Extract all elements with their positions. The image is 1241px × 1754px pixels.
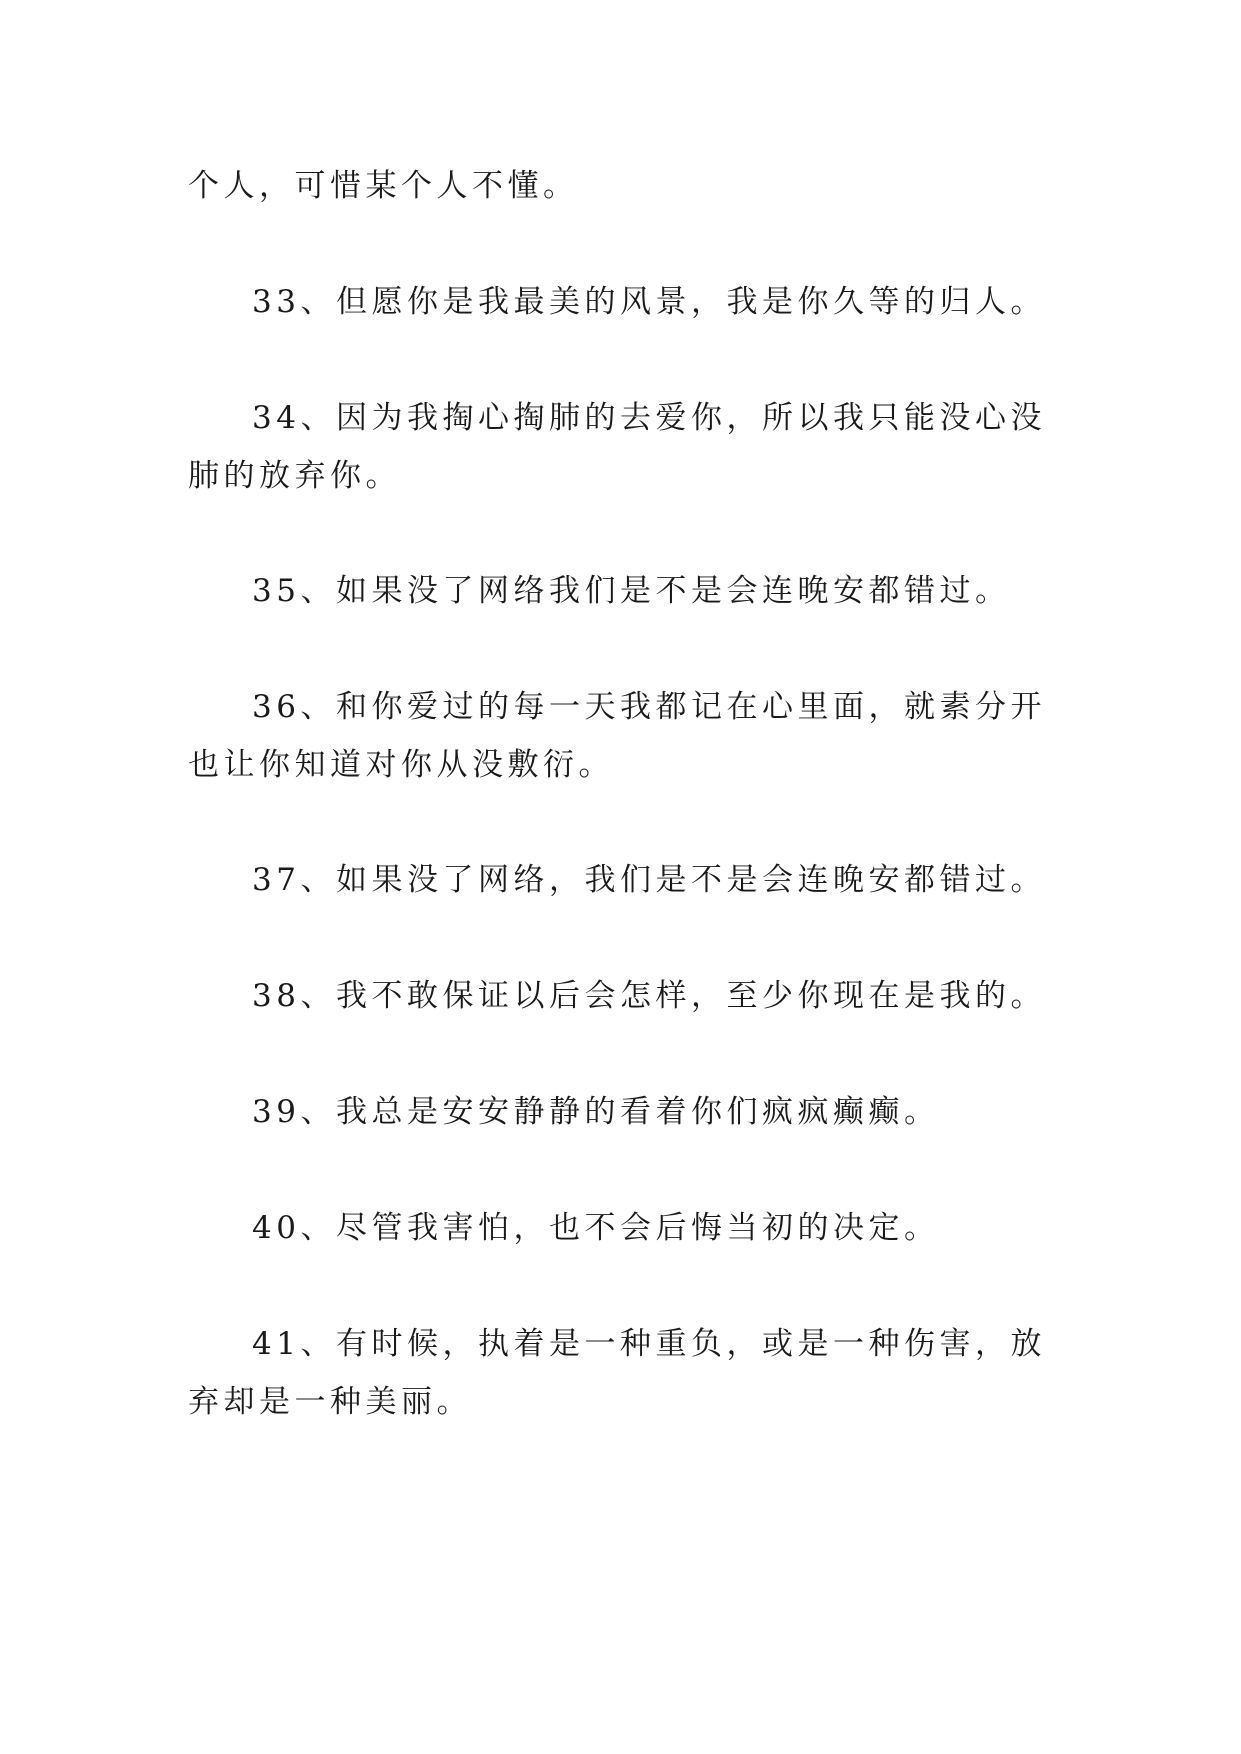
paragraph-35: 35、如果没了网络我们是不是会连晚安都错过。 <box>252 573 1011 609</box>
paragraph-34: 34、因为我掏心掏肺的去爱你，所以我只能没心没肺的放弃你。 <box>188 400 1046 494</box>
paragraph-33: 33、但愿你是我最美的风景，我是你久等的归人。 <box>252 284 1046 320</box>
paragraph-continued: 个人，可惜某个人不懂。 <box>188 168 579 204</box>
paragraph-37: 37、如果没了网络，我们是不是会连晚安都错过。 <box>252 862 1046 898</box>
paragraph-41: 41、有时候，执着是一种重负，或是一种伤害，放弃却是一种美丽。 <box>188 1326 1046 1420</box>
paragraph-39: 39、我总是安安静静的看着你们疯疯癫癫。 <box>252 1094 940 1130</box>
paragraph-38: 38、我不敢保证以后会怎样，至少你现在是我的。 <box>252 978 1046 1014</box>
paragraph-40: 40、尽管我害怕，也不会后悔当初的决定。 <box>252 1210 940 1246</box>
paragraph-36: 36、和你爱过的每一天我都记在心里面，就素分开也让你知道对你从没敷衍。 <box>188 689 1046 783</box>
